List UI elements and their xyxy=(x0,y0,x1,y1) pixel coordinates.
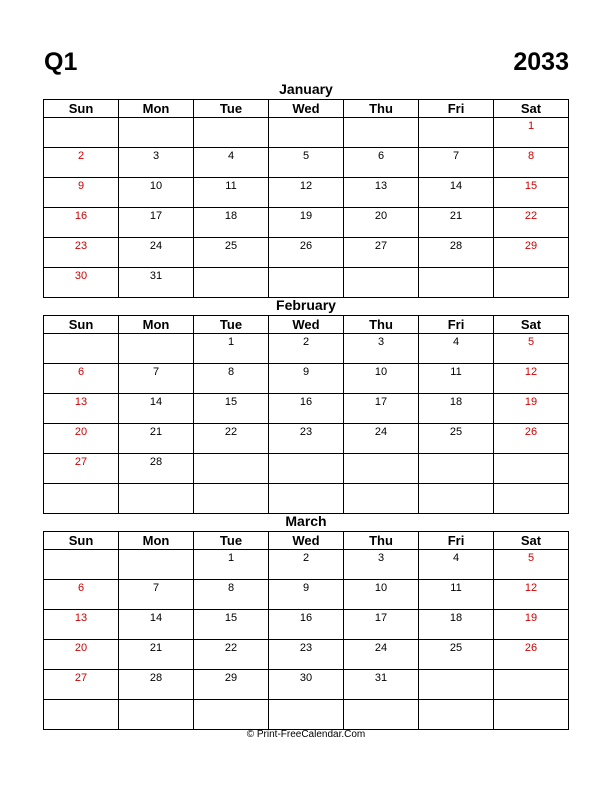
day-cell xyxy=(269,268,344,298)
week-row xyxy=(44,580,569,610)
day-cell: 11 xyxy=(419,580,494,610)
day-cell: 28 xyxy=(419,238,494,268)
month-block-january xyxy=(43,80,569,298)
day-cell: 3 xyxy=(344,550,419,580)
weekday-header: Wed xyxy=(269,100,344,118)
weekday-header: Sat xyxy=(494,316,569,334)
day-cell: 13 xyxy=(44,610,119,640)
day-cell: 25 xyxy=(419,640,494,670)
day-cell: 28 xyxy=(119,454,194,484)
day-cell: 5 xyxy=(494,334,569,364)
day-cell: 2 xyxy=(269,550,344,580)
week-row xyxy=(44,454,569,484)
weekday-header: Thu xyxy=(344,316,419,334)
day-cell: 8 xyxy=(494,148,569,178)
day-cell xyxy=(344,118,419,148)
day-cell: 14 xyxy=(119,610,194,640)
day-cell: 24 xyxy=(119,238,194,268)
day-cell: 12 xyxy=(494,580,569,610)
week-row xyxy=(44,670,569,700)
day-cell: 29 xyxy=(194,670,269,700)
day-cell xyxy=(344,700,419,730)
day-cell: 3 xyxy=(344,334,419,364)
day-cell: 1 xyxy=(194,334,269,364)
day-cell: 28 xyxy=(119,670,194,700)
week-row xyxy=(44,700,569,730)
day-cell: 15 xyxy=(194,394,269,424)
day-cell xyxy=(419,454,494,484)
weekday-header: Wed xyxy=(269,316,344,334)
day-cell xyxy=(119,550,194,580)
day-cell: 18 xyxy=(419,610,494,640)
day-cell: 9 xyxy=(269,580,344,610)
day-cell: 6 xyxy=(44,580,119,610)
weekday-header: Wed xyxy=(269,532,344,550)
month-grid xyxy=(43,99,569,298)
day-cell: 26 xyxy=(269,238,344,268)
month-block-march xyxy=(43,512,569,730)
day-cell: 18 xyxy=(419,394,494,424)
day-cell: 8 xyxy=(194,364,269,394)
day-cell: 2 xyxy=(44,148,119,178)
day-cell xyxy=(269,484,344,514)
day-cell xyxy=(44,700,119,730)
day-cell: 21 xyxy=(419,208,494,238)
year-label: 2033 xyxy=(513,48,569,76)
day-cell: 22 xyxy=(494,208,569,238)
week-row xyxy=(44,148,569,178)
day-cell: 10 xyxy=(344,580,419,610)
day-cell xyxy=(269,454,344,484)
weekday-header: Tue xyxy=(194,316,269,334)
week-row xyxy=(44,610,569,640)
day-cell: 24 xyxy=(344,640,419,670)
week-row xyxy=(44,334,569,364)
day-cell: 25 xyxy=(419,424,494,454)
day-cell xyxy=(494,268,569,298)
day-cell: 14 xyxy=(419,178,494,208)
month-title: February xyxy=(276,297,336,313)
weekday-header: Sun xyxy=(44,100,119,118)
day-cell xyxy=(119,118,194,148)
day-cell xyxy=(44,550,119,580)
day-cell: 18 xyxy=(194,208,269,238)
week-row xyxy=(44,394,569,424)
weekday-header: Sun xyxy=(44,532,119,550)
week-row xyxy=(44,424,569,454)
day-cell: 9 xyxy=(44,178,119,208)
day-cell: 21 xyxy=(119,640,194,670)
day-cell: 16 xyxy=(269,394,344,424)
day-cell: 19 xyxy=(269,208,344,238)
weekday-header-row xyxy=(44,316,569,334)
day-cell xyxy=(419,484,494,514)
day-cell xyxy=(419,670,494,700)
day-cell: 4 xyxy=(194,148,269,178)
day-cell: 3 xyxy=(119,148,194,178)
day-cell: 8 xyxy=(194,580,269,610)
month-title: March xyxy=(285,513,327,529)
day-cell: 14 xyxy=(119,394,194,424)
day-cell: 13 xyxy=(344,178,419,208)
day-cell: 17 xyxy=(344,610,419,640)
day-cell: 17 xyxy=(119,208,194,238)
weekday-header: Sat xyxy=(494,532,569,550)
day-cell: 11 xyxy=(194,178,269,208)
week-row xyxy=(44,238,569,268)
day-cell xyxy=(119,484,194,514)
day-cell: 29 xyxy=(494,238,569,268)
day-cell: 6 xyxy=(344,148,419,178)
day-cell: 7 xyxy=(119,580,194,610)
day-cell: 21 xyxy=(119,424,194,454)
day-cell: 27 xyxy=(44,454,119,484)
day-cell xyxy=(419,700,494,730)
day-cell: 15 xyxy=(194,610,269,640)
day-cell: 23 xyxy=(44,238,119,268)
weekday-header: Fri xyxy=(419,316,494,334)
day-cell xyxy=(194,484,269,514)
day-cell: 19 xyxy=(494,394,569,424)
day-cell xyxy=(494,454,569,484)
day-cell xyxy=(344,268,419,298)
day-cell: 31 xyxy=(344,670,419,700)
week-row xyxy=(44,364,569,394)
day-cell: 31 xyxy=(119,268,194,298)
day-cell: 2 xyxy=(269,334,344,364)
day-cell: 27 xyxy=(44,670,119,700)
day-cell: 13 xyxy=(44,394,119,424)
month-grid xyxy=(43,531,569,730)
day-cell: 15 xyxy=(494,178,569,208)
week-row xyxy=(44,268,569,298)
month-title: January xyxy=(279,81,333,97)
day-cell: 1 xyxy=(494,118,569,148)
day-cell xyxy=(494,484,569,514)
day-cell xyxy=(119,334,194,364)
day-cell: 12 xyxy=(494,364,569,394)
day-cell: 17 xyxy=(344,394,419,424)
day-cell: 25 xyxy=(194,238,269,268)
day-cell: 30 xyxy=(269,670,344,700)
day-cell: 22 xyxy=(194,640,269,670)
day-cell: 4 xyxy=(419,550,494,580)
week-row xyxy=(44,208,569,238)
weekday-header: Sun xyxy=(44,316,119,334)
weekday-header: Fri xyxy=(419,100,494,118)
day-cell: 1 xyxy=(194,550,269,580)
day-cell: 5 xyxy=(494,550,569,580)
day-cell xyxy=(344,454,419,484)
weekday-header: Tue xyxy=(194,532,269,550)
day-cell: 20 xyxy=(344,208,419,238)
day-cell xyxy=(269,118,344,148)
week-row xyxy=(44,550,569,580)
day-cell xyxy=(269,700,344,730)
day-cell: 19 xyxy=(494,610,569,640)
weekday-header-row xyxy=(44,532,569,550)
day-cell xyxy=(194,268,269,298)
day-cell: 22 xyxy=(194,424,269,454)
quarter-label: Q1 xyxy=(44,48,78,76)
footer-credit: © Print-FreeCalendar.Com xyxy=(246,729,366,740)
day-cell: 6 xyxy=(44,364,119,394)
day-cell: 4 xyxy=(419,334,494,364)
day-cell xyxy=(119,700,194,730)
week-row xyxy=(44,178,569,208)
day-cell: 23 xyxy=(269,640,344,670)
day-cell xyxy=(419,118,494,148)
day-cell: 20 xyxy=(44,640,119,670)
day-cell: 7 xyxy=(419,148,494,178)
day-cell xyxy=(419,268,494,298)
day-cell: 30 xyxy=(44,268,119,298)
weekday-header: Mon xyxy=(119,316,194,334)
weekday-header: Mon xyxy=(119,100,194,118)
weekday-header: Thu xyxy=(344,100,419,118)
day-cell: 10 xyxy=(119,178,194,208)
day-cell xyxy=(194,454,269,484)
day-cell: 5 xyxy=(269,148,344,178)
day-cell: 20 xyxy=(44,424,119,454)
day-cell xyxy=(44,334,119,364)
weekday-header: Sat xyxy=(494,100,569,118)
month-grid xyxy=(43,315,569,514)
week-row xyxy=(44,484,569,514)
day-cell: 12 xyxy=(269,178,344,208)
day-cell: 26 xyxy=(494,640,569,670)
day-cell xyxy=(494,700,569,730)
weekday-header: Fri xyxy=(419,532,494,550)
day-cell: 11 xyxy=(419,364,494,394)
day-cell xyxy=(344,484,419,514)
day-cell: 24 xyxy=(344,424,419,454)
day-cell xyxy=(194,118,269,148)
day-cell: 10 xyxy=(344,364,419,394)
day-cell: 23 xyxy=(269,424,344,454)
day-cell: 27 xyxy=(344,238,419,268)
weekday-header: Thu xyxy=(344,532,419,550)
day-cell xyxy=(494,670,569,700)
week-row xyxy=(44,118,569,148)
day-cell xyxy=(44,118,119,148)
weekday-header: Tue xyxy=(194,100,269,118)
day-cell: 26 xyxy=(494,424,569,454)
day-cell: 16 xyxy=(269,610,344,640)
day-cell: 9 xyxy=(269,364,344,394)
month-block-february xyxy=(43,296,569,514)
day-cell xyxy=(44,484,119,514)
weekday-header: Mon xyxy=(119,532,194,550)
weekday-header-row xyxy=(44,100,569,118)
day-cell xyxy=(194,700,269,730)
day-cell: 7 xyxy=(119,364,194,394)
week-row xyxy=(44,640,569,670)
day-cell: 16 xyxy=(44,208,119,238)
